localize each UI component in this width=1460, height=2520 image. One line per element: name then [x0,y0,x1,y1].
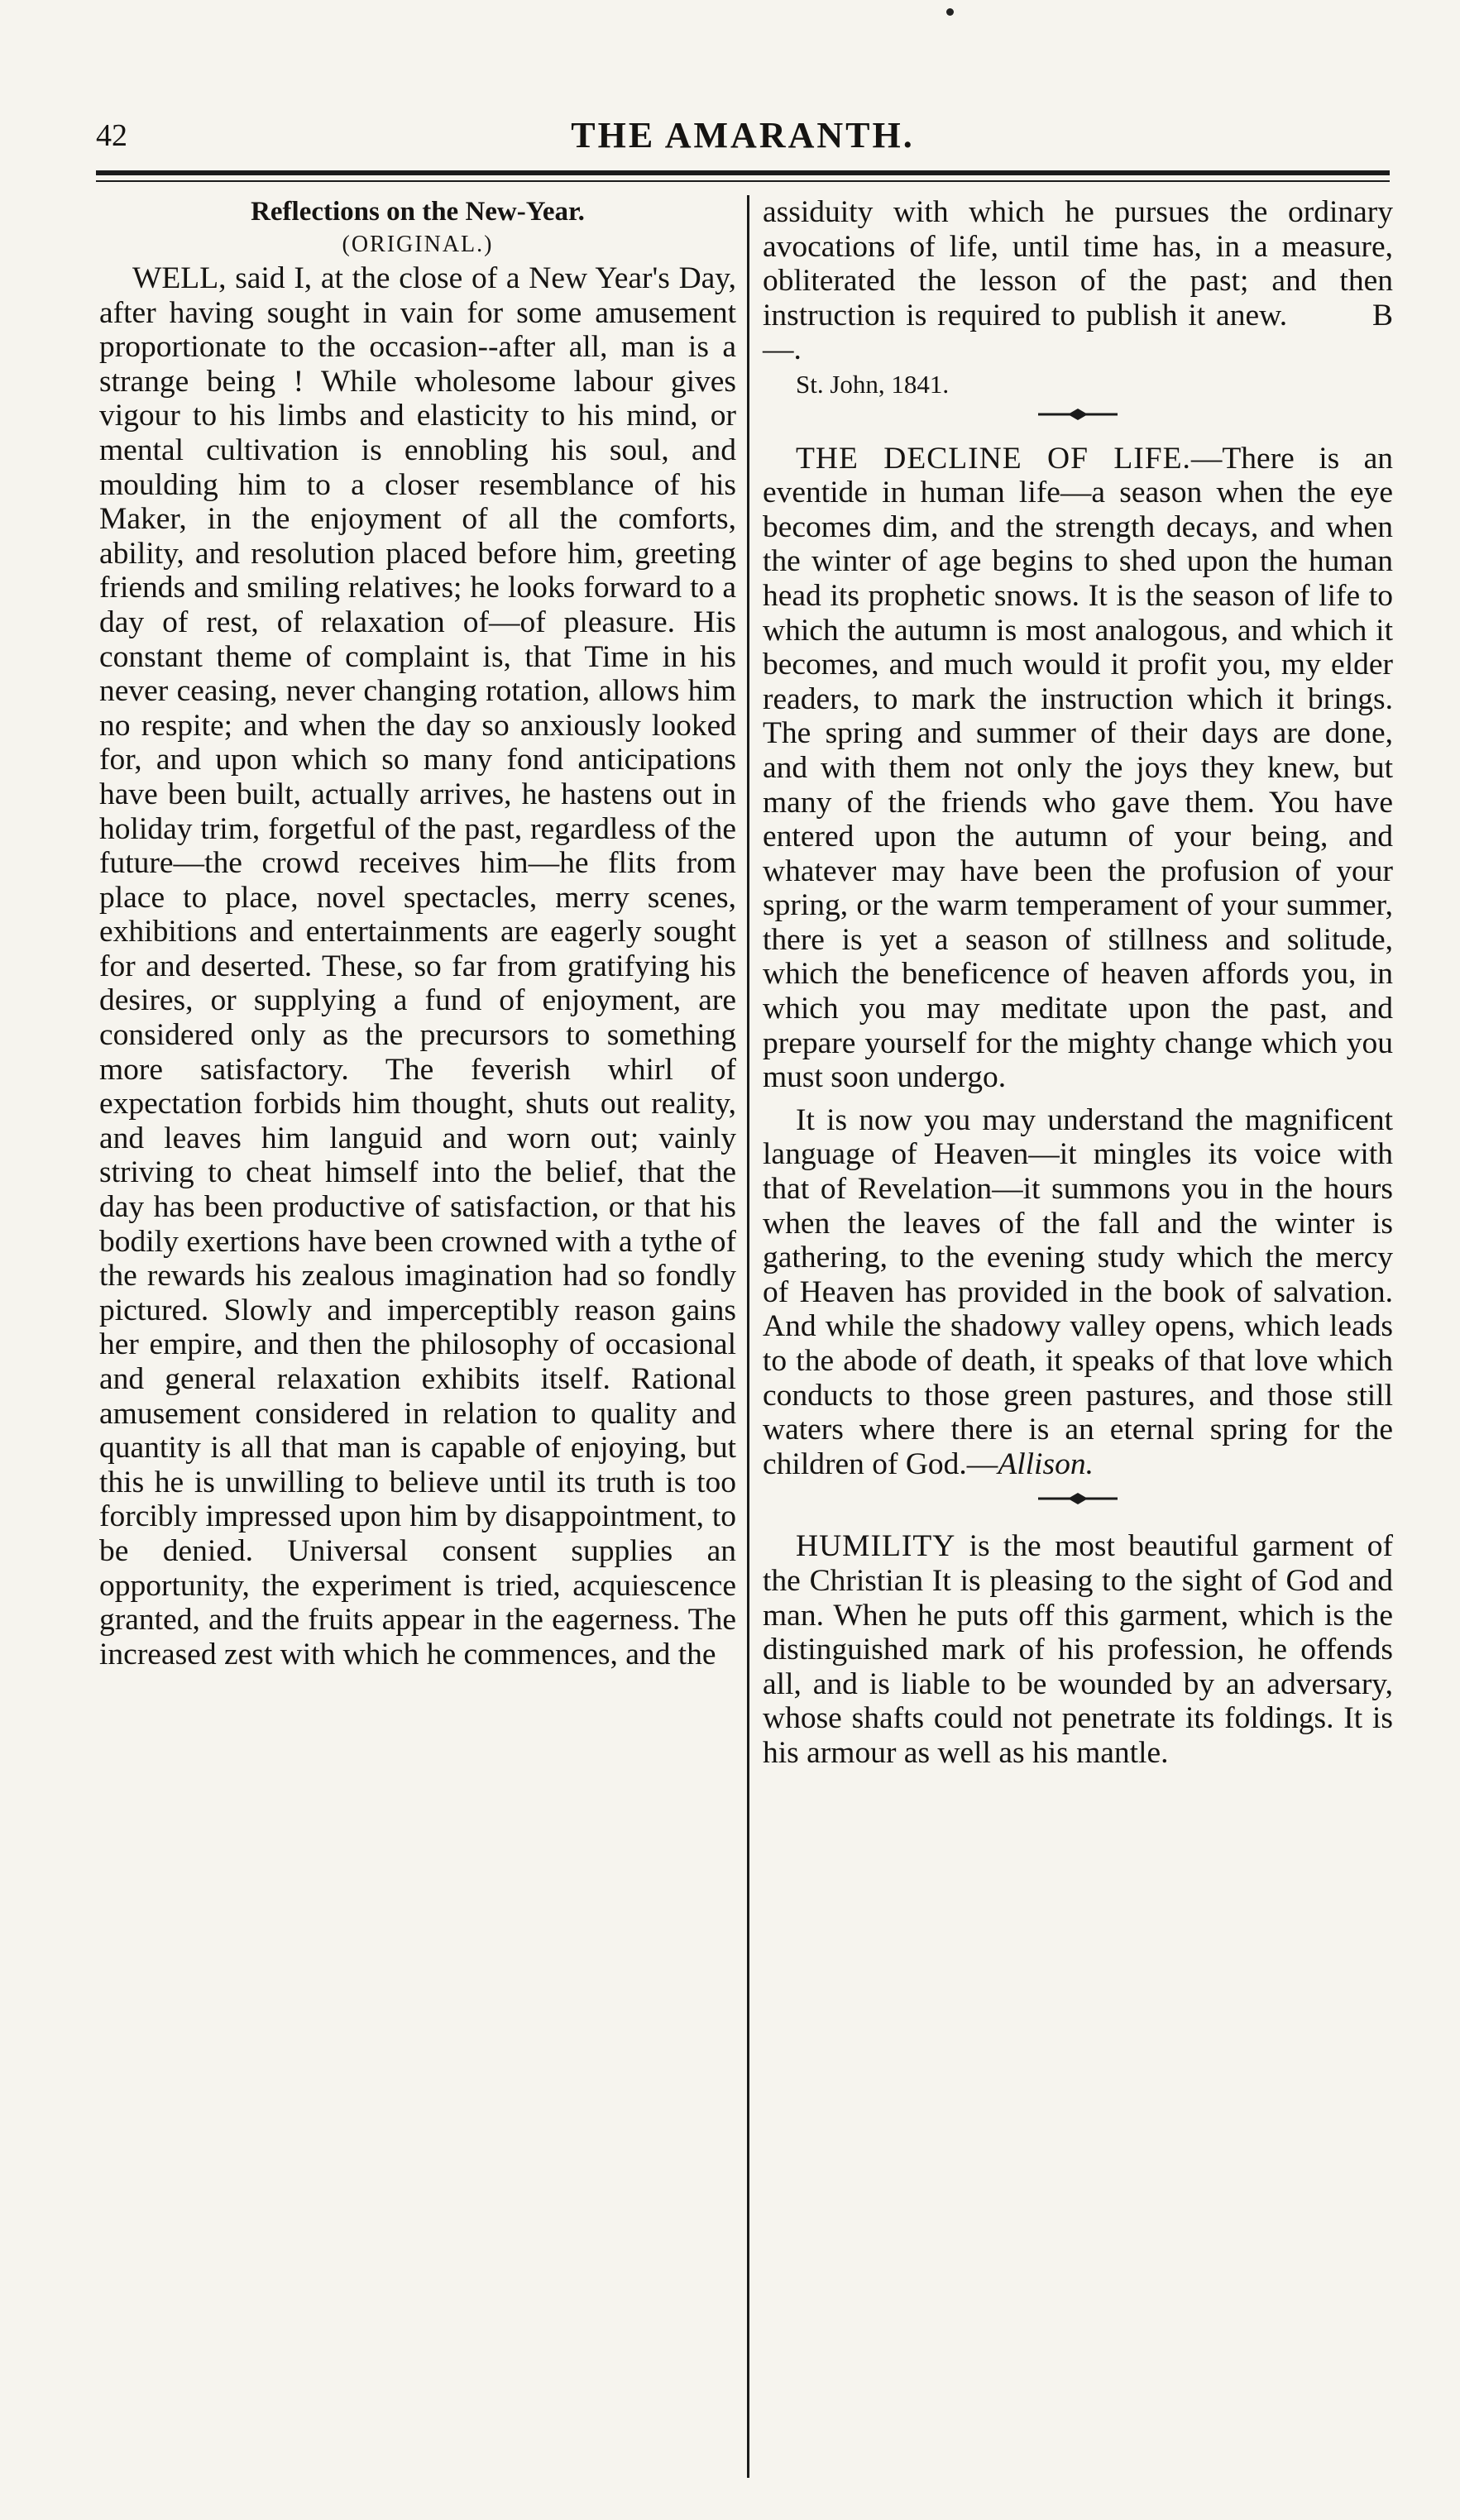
print-speck [946,8,954,16]
decline-paragraph [763,442,1393,1095]
article-body: WELL, said I, at the close of a New Year's Day, after having sought in vain for some amusement proportionate to the occasion--after all, man is a strange being ! While wholesome labour gives vigour to his limbs and elasticity to his mind, or mental cultivation is ennobling his soul, and moulding him to a closer resemblance of his Maker, in the enjoyment of all the comforts, ability, and resolution placed before him, greeting friends and smiling relatives; he looks forward to a day of rest, of relaxation of—of pleasure. His constant theme of complaint is, that Time in his never ceasing, never changing rotation, allows him no respite; and when the day so anxiously looked for, and upon which so many fond anticipations have been built, actually arrives, he hastens out in holiday trim, forgetful of the past, regardless of the future—the crowd receives him—he flits from place to place, novel spectacles, merry scenes, exhibitions and entertainments are eagerly sought for and deserted. These, so far from gratifying his desires, or supplying a fund of enjoyment, are considered only as the precursors to something more satisfactory. The feverish whirl of expectation forbids him thought, shuts out reality, and leaves him languid and worn out; vainly striving to cheat himself into the belief, that the day has been productive of satisfaction, or that his bodily exertions have been crowned with a tythe of the rewards his zealous imagination had so fondly pictured. Slowly and imperceptibly reason gains her empire, and then the philosophy of occasional and general relaxation exhibits itself. Rational amusement considered in relation to quality and quantity is all that man is capable of enjoying, but this he is unwilling to believe until its truth is too forcibly impressed upon him by disappointment, to be denied. Universal consent supplies an opportunity, the experiment is tried, acquiescence granted, and the fruits appear in the eagerness. The increased zest with which he commences, and the [99,261,736,1671]
humility-title: HUMILITY [796,1529,956,1564]
ornament-icon [1038,1493,1118,1504]
article-title: Reflections on the New-Year. [251,197,585,227]
ornament-icon [1038,409,1118,420]
section-ornament [763,409,1393,437]
decline-attribution: Allison. [998,1446,1094,1481]
humility-text: is the most beautiful garment of the Christian It is pleasing to the sight of God and man. When he puts off this garment, which is the distinguished mark of his profession, he offends all, and is liable to be wounded by an adversary, whose shafts could not penetrate its foldings. It is his armour as well as his mantle. [763,1529,1393,1770]
continuation-text: assiduity with which he pursues the ordinary avocations of life, until time has, in a measure, obliterated the lesson of the past; and then instruction is required to publish it anew. [763,195,1393,332]
article-subtitle: (ORIGINAL.) [342,232,494,257]
page-header [96,117,1390,164]
article-place-date: St. John, 1841. [796,369,950,399]
left-column [99,195,736,1671]
section-ornament-2 [763,1493,1393,1521]
page-number: 42 [96,118,127,153]
article-signature: B—. [763,298,1394,367]
article-continuation [763,195,1393,367]
header-rule-thin [96,180,1390,182]
column-divider [747,195,749,2478]
right-column [763,195,1393,1771]
running-title: THE AMARANTH. [571,115,915,155]
humility-paragraph [763,1529,1393,1770]
decline-paragraph-2 [763,1103,1393,1482]
header-rule [96,170,1390,175]
decline-text: —There is an eventide in human life—a season when the eye becomes dim, and the strength decays, and when the winter of age begins to shed upon the human head its prophetic snows. It is the season of life to which the autumn is most analogous, and which it becomes, and much would it profit you, my elder readers, to mark the instruction which it brings. The spring and summer of their days are done, and with them not only the joys they knew, but many of the friends who gave them. You have entered upon the autumn of your being, and whatever may have been the profusion of your spring, or the warm temperament of your summer, there is yet a season of stillness and solitude, which the beneficence of heaven affords you, in which you may meditate upon the past, and prepare yourself for the mighty change which you must soon undergo. [763,441,1393,1095]
decline-text-2: It is now you may understand the magnificent language of Heaven—it mingles its voice with that of Revelation—it summons you in the hours when the leaves of the fall and the winter is gathering, to the evening study which the mercy of Heaven has provided in the book of salvation. And while the shadowy valley opens, which leads to the abode of death, it speaks of that love which conducts to those green pastures, and those still waters where there is an eternal spring for the children of God.— [763,1102,1393,1481]
decline-title: THE DECLINE OF LIFE. [796,441,1191,476]
